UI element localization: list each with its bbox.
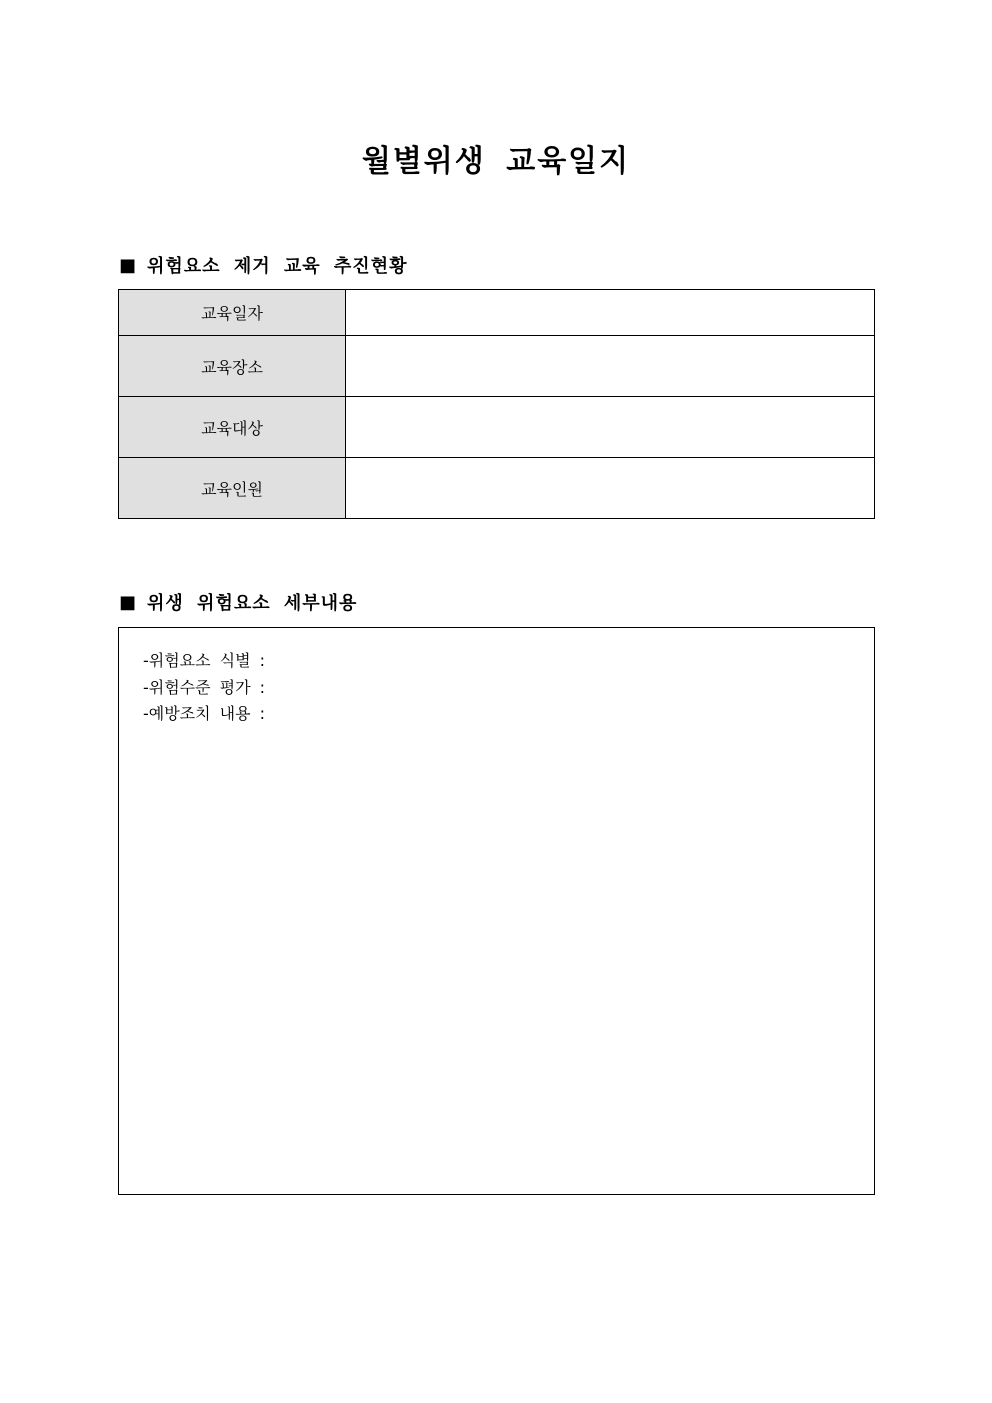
- preventive-measures-line: -예방조치 내용 :: [143, 704, 266, 723]
- square-bullet-icon: ■: [119, 591, 138, 613]
- hazard-details-box[interactable]: [118, 627, 875, 1195]
- table-row: [119, 397, 875, 458]
- risk-level-assessment-line: -위험수준 평가 :: [143, 677, 266, 697]
- education-date-field[interactable]: [346, 290, 875, 336]
- section-heading-education-status: [119, 252, 407, 278]
- education-target-label: 교육대상: [119, 397, 346, 458]
- section-heading-text: 위험요소 제거 교육 추진현황: [147, 256, 408, 277]
- table-row: [119, 458, 875, 519]
- section-heading-hazard-details: [119, 589, 357, 615]
- section-heading-text: 위생 위험요소 세부내용: [147, 593, 358, 614]
- table-row: [119, 336, 875, 397]
- document-title: 월별위생 교육일지: [361, 144, 631, 179]
- hazard-details-list: [143, 648, 265, 728]
- education-place-field[interactable]: [346, 336, 875, 397]
- square-bullet-icon: ■: [119, 254, 138, 276]
- education-headcount-label: 교육인원: [119, 458, 346, 519]
- education-status-table: [118, 289, 875, 519]
- table-row: [119, 290, 875, 336]
- education-place-label: 교육장소: [119, 336, 346, 397]
- education-headcount-field[interactable]: [346, 458, 875, 519]
- hazard-identification-line: -위험요소 식별 :: [143, 651, 266, 670]
- education-date-label: 교육일자: [119, 290, 346, 336]
- education-target-field[interactable]: [346, 397, 875, 458]
